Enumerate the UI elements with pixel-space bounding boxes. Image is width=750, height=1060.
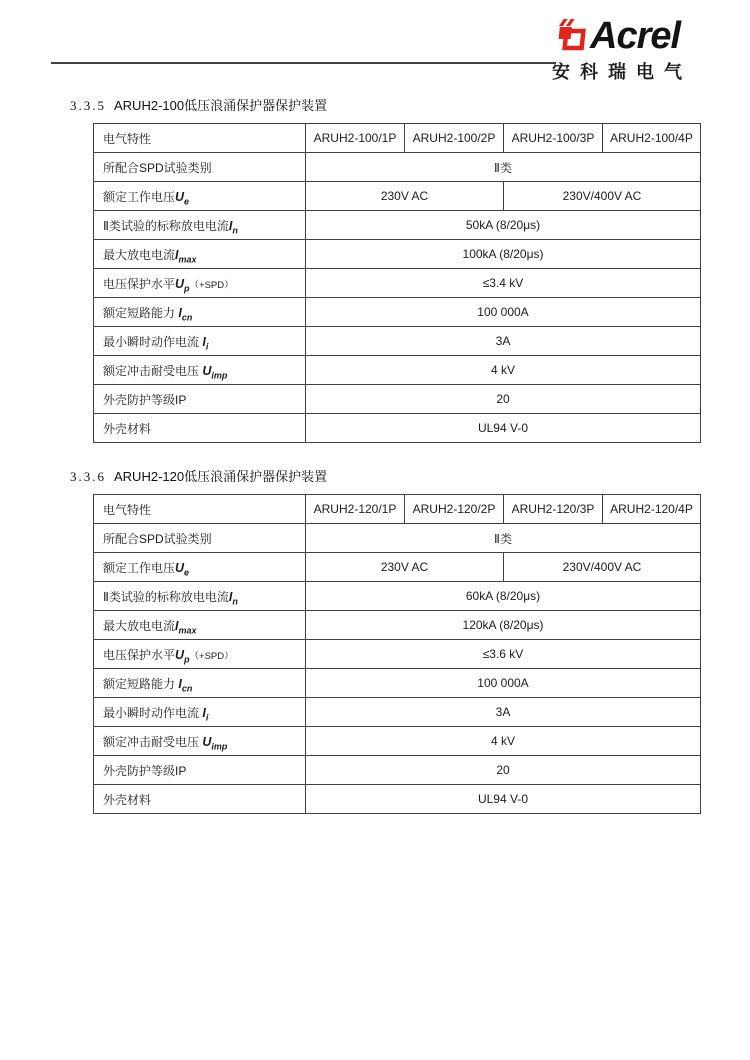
- table-row: [94, 524, 701, 553]
- label-text: 额定冲击耐受电压: [103, 734, 203, 749]
- model-header-cell: ARUH2-100/1P: [306, 124, 405, 153]
- value-cell: 230V AC: [306, 182, 504, 211]
- model-header-cell: ARUH2-100/4P: [603, 124, 701, 153]
- value-cell: 230V AC: [306, 553, 504, 582]
- row-label-cell: [94, 269, 306, 298]
- brand-name-cn: 安科瑞电气: [552, 62, 692, 82]
- logo-row: [552, 16, 692, 56]
- section-number: 3.3.5: [70, 98, 106, 113]
- row-label-cell: [94, 553, 306, 582]
- table-row: [94, 182, 701, 211]
- value-cell: 3A: [306, 698, 701, 727]
- value-cell: ≤3.6 kV: [306, 640, 701, 669]
- row-label-cell: [94, 414, 306, 443]
- table-row: [94, 756, 701, 785]
- table-row: [94, 240, 701, 269]
- quantity-subscript: p: [184, 653, 190, 664]
- table-row: [94, 356, 701, 385]
- label-text: Ⅱ类试验的标称放电电流: [103, 218, 229, 233]
- row-label-cell: [94, 356, 306, 385]
- acrel-logo: [552, 16, 692, 84]
- value-cell: 100 000A: [306, 298, 701, 327]
- value-cell: ≤3.4 kV: [306, 269, 701, 298]
- value-cell: UL94 V-0: [306, 414, 701, 443]
- label-text: 额定短路能力: [103, 676, 179, 691]
- label-text: 外壳防护等级IP: [103, 763, 187, 778]
- label-text: 额定冲击耐受电压: [103, 363, 203, 378]
- quantity-subscript: p: [184, 282, 190, 293]
- row-label-cell: [94, 611, 306, 640]
- spec-section: [70, 97, 701, 443]
- quantity-subscript: n: [232, 595, 238, 606]
- label-text: 最大放电电流: [103, 247, 176, 262]
- row-label-cell: [94, 524, 306, 553]
- row-label-cell: [94, 727, 306, 756]
- value-cell: 50kA (8/20μs): [306, 211, 701, 240]
- quantity-symbol: I: [178, 305, 182, 320]
- row-label-cell: [94, 182, 306, 211]
- table-row: [94, 727, 701, 756]
- spec-table: [93, 494, 701, 814]
- label-text: Ⅱ类试验的标称放电电流: [103, 589, 229, 604]
- row-label-cell: [94, 756, 306, 785]
- quantity-subscript: i: [205, 711, 209, 722]
- spec-section: [70, 468, 701, 814]
- table-row: [94, 269, 701, 298]
- table-row: [94, 669, 701, 698]
- document-content: [70, 97, 701, 814]
- table-row: [94, 582, 701, 611]
- model-header-cell: ARUH2-120/2P: [405, 495, 504, 524]
- table-row: [94, 298, 701, 327]
- label-text: 外壳材料: [103, 792, 152, 807]
- row-label-cell: [94, 785, 306, 814]
- section-title: ARUH2-100低压浪涌保护器保护装置: [114, 98, 328, 113]
- model-header-cell: ARUH2-100/3P: [504, 124, 603, 153]
- quantity-subscript: e: [184, 195, 190, 206]
- table-row: [94, 611, 701, 640]
- value-cell: UL94 V-0: [306, 785, 701, 814]
- table-row: [94, 414, 701, 443]
- row-label-cell: [94, 153, 306, 182]
- value-cell: 230V/400V AC: [504, 553, 701, 582]
- quantity-symbol: U: [175, 560, 185, 575]
- label-text: 最小瞬时动作电流: [103, 705, 203, 720]
- model-header-cell: ARUH2-120/3P: [504, 495, 603, 524]
- quantity-subscript: cn: [181, 682, 193, 693]
- quantity-symbol: U: [175, 189, 185, 204]
- value-cell: Ⅱ类: [306, 153, 701, 182]
- header-label-cell: 电气特性: [94, 124, 306, 153]
- row-label-cell: [94, 240, 306, 269]
- label-text: 所配合SPD试验类别: [103, 160, 212, 175]
- label-text: （+SPD）: [189, 650, 234, 662]
- label-text: 最小瞬时动作电流: [103, 334, 203, 349]
- value-cell: 100kA (8/20μs): [306, 240, 701, 269]
- value-cell: 230V/400V AC: [504, 182, 701, 211]
- quantity-symbol: I: [202, 705, 206, 720]
- quantity-subscript: max: [178, 624, 197, 635]
- value-cell: 3A: [306, 327, 701, 356]
- table-row: [94, 327, 701, 356]
- quantity-symbol: U: [202, 363, 212, 378]
- label-text: 额定工作电压: [103, 560, 176, 575]
- table-row: [94, 640, 701, 669]
- label-text: 额定短路能力: [103, 305, 179, 320]
- quantity-subscript: i: [205, 340, 209, 351]
- section-title: ARUH2-120低压浪涌保护器保护装置: [114, 469, 328, 484]
- row-label-cell: [94, 298, 306, 327]
- quantity-symbol: I: [228, 218, 233, 233]
- row-label-cell: [94, 640, 306, 669]
- quantity-symbol: U: [175, 647, 185, 662]
- acrel-logo-icon: [552, 16, 588, 52]
- table-row: [94, 785, 701, 814]
- row-label-cell: [94, 669, 306, 698]
- quantity-subscript: n: [232, 224, 238, 235]
- table-row: [94, 385, 701, 414]
- row-label-cell: [94, 582, 306, 611]
- quantity-subscript: max: [178, 253, 197, 264]
- brand-name: Acrel: [590, 15, 681, 57]
- value-cell: 4 kV: [306, 356, 701, 385]
- model-header-cell: ARUH2-120/4P: [603, 495, 701, 524]
- quantity-symbol: U: [202, 734, 212, 749]
- model-header-cell: ARUH2-100/2P: [405, 124, 504, 153]
- quantity-symbol: I: [175, 618, 179, 633]
- quantity-subscript: imp: [211, 369, 228, 380]
- label-text: 电压保护水平: [103, 647, 176, 662]
- row-label-cell: [94, 385, 306, 414]
- quantity-subscript: cn: [181, 311, 193, 322]
- quantity-symbol: I: [175, 247, 179, 262]
- value-cell: 60kA (8/20μs): [306, 582, 701, 611]
- table-row: [94, 211, 701, 240]
- section-heading: [70, 97, 701, 115]
- section-heading: [70, 468, 701, 486]
- spec-table: [93, 123, 701, 443]
- quantity-subscript: e: [184, 566, 190, 577]
- label-text: 外壳材料: [103, 421, 152, 436]
- quantity-symbol: U: [175, 276, 185, 291]
- quantity-symbol: I: [202, 334, 206, 349]
- label-text: 最大放电电流: [103, 618, 176, 633]
- value-cell: 100 000A: [306, 669, 701, 698]
- table-header-row: [94, 495, 701, 524]
- value-cell: 20: [306, 756, 701, 785]
- value-cell: 120kA (8/20μs): [306, 611, 701, 640]
- label-text: 额定工作电压: [103, 189, 176, 204]
- table-header-row: [94, 124, 701, 153]
- label-text: （+SPD）: [189, 279, 234, 291]
- quantity-subscript: imp: [211, 740, 228, 751]
- quantity-symbol: I: [228, 589, 233, 604]
- row-label-cell: [94, 327, 306, 356]
- label-text: 电压保护水平: [103, 276, 176, 291]
- value-cell: Ⅱ类: [306, 524, 701, 553]
- row-label-cell: [94, 211, 306, 240]
- model-header-cell: ARUH2-120/1P: [306, 495, 405, 524]
- section-number: 3.3.6: [70, 469, 106, 484]
- value-cell: 4 kV: [306, 727, 701, 756]
- header-label-cell: 电气特性: [94, 495, 306, 524]
- label-text: 所配合SPD试验类别: [103, 531, 212, 546]
- row-label-cell: [94, 698, 306, 727]
- label-text: 外壳防护等级IP: [103, 392, 187, 407]
- quantity-symbol: I: [178, 676, 182, 691]
- header-rule: [51, 62, 556, 64]
- table-row: [94, 698, 701, 727]
- table-row: [94, 153, 701, 182]
- value-cell: 20: [306, 385, 701, 414]
- table-row: [94, 553, 701, 582]
